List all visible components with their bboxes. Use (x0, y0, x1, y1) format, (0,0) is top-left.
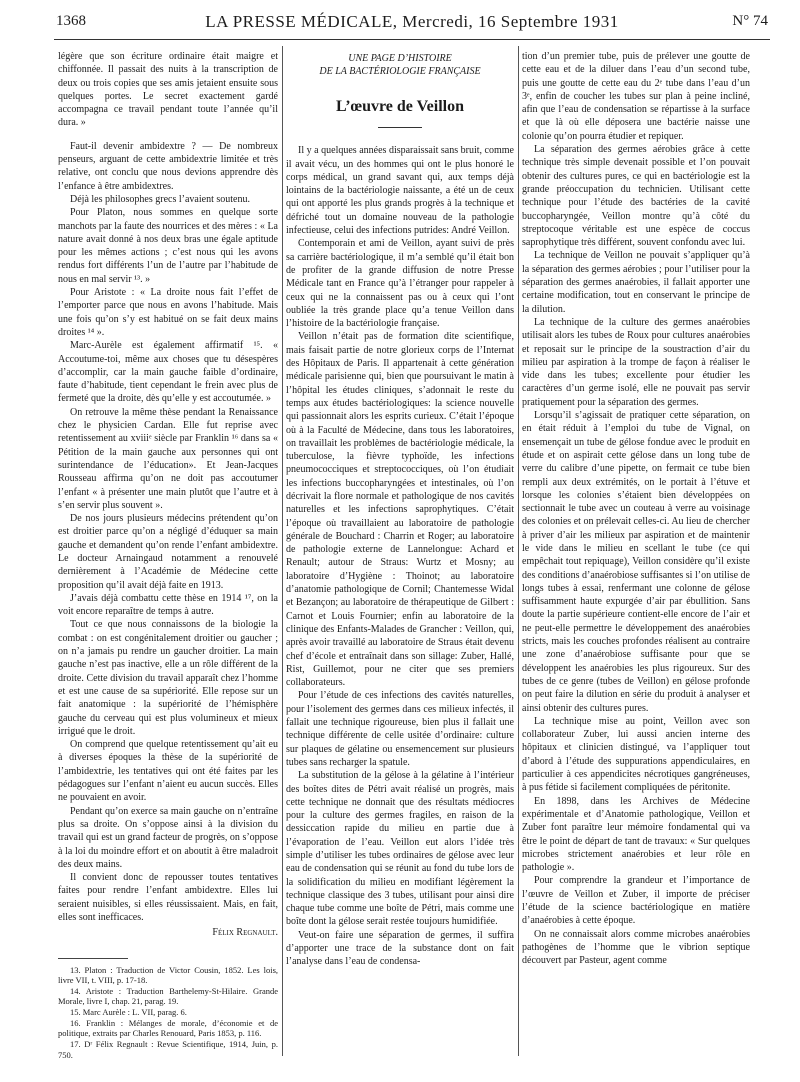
article-title: L’œuvre de Veillon (335, 98, 465, 115)
paragraph: La technique de Veillon ne pouvait s’appliquer qu’à la séparation des germes aérobies ; pour l’utiliser pour la séparation des germes anaérobies, il fallait apporter une certaine modification, tout en conservant le principe de la dilution. (522, 250, 750, 315)
footnote: 16. Franklin : Mélanges de morale, d’économie et de politique, extraits par Charles Renouard, Paris 1853, p. 116. (58, 1017, 278, 1039)
paragraph: Il y a quelques années disparaissait sans bruit, comme il avait vécu, un des hommes qui ont le plus honoré le corps médical, un grand savant qui, aux temps déjà lointains de la bactériologie naissante, a été un de ceux qui ont apporté les plus grands progrès à la technique et défriché tout un domaine nouveau de la pathologie infectieuse, celui des infections putrides: André Veillon. (286, 145, 514, 237)
issue-number: N° 74 (732, 13, 768, 29)
footnote: 14. Aristote : Traduction Barthelemy-St-Hilaire. Grande Morale, livre I, chap. 21, parag. 19. (58, 985, 278, 1007)
footnote: 15. Marc Aurèle : L. VII, parag. 6. (70, 1007, 187, 1018)
paragraph: On comprend que quelque retentissement qu’ait eu à diverses époques la thèse de la supériorité de l’ambidextrie, les tentatives qui ont été faites par les pédagogues sur l’enfant n’aient eu aucun succès. Elles ne pouvaient en avoir. (58, 739, 278, 804)
paragraph: Pendant qu’on exerce sa main gauche on n’entraîne plus sa droite. On s’oppose ainsi à la division du travail qui est un grand facteur de progrès, on s’oppose à la loi du moindre effort et on aboutit à être maladroit des deux mains. (58, 805, 278, 870)
column-left (58, 50, 278, 1065)
header-rule (54, 39, 770, 40)
paragraph: On ne connaissait alors comme microbes anaérobies pathogènes de l’homme que le vibrion septique découvert par Pasteur, agent comme (522, 928, 750, 967)
paragraph: Marc-Aurèle est également affirmatif ¹⁵. « Accoutume-toi, même aux choses que tu désespères d’accomplir, car la main gauche faible d’ordinaire, faute d’habitude, tient cependant le frein avec plus de fermeté que la droite, dès qu’elle y est accoutumée. » (58, 340, 278, 405)
paragraph: La séparation des germes aérobies grâce à cette technique très simple devenait possible et l’on pouvait obtenir des cultures pures, ce qui en bactériologie est la grande préoccupation du technicien. Utilisant cette technique pour l’étude des bactéries de la cavité buccopharyngée, Veillon montre qu’à côté du streptocoque véritable est une espèce de coccus saprophytique très différent, souvent confondu avec lui. (522, 144, 750, 249)
paragraph: Pour l’étude de ces infections des cavités naturelles, pour l’isolement des germes dans ces milieux infectés, il fallait une technique rigoureuse, bien plus il fallait une technique différente de celle usitée d’ordinaire: culture sur plaques de gélatine ou ensemencement sur plusieurs tubes sans recharger la spatule. (286, 690, 514, 768)
paragraph: La technique de la culture des germes anaérobies utilisait alors les tubes de Roux pour cultures anaérobies et reposait sur le principe de la soustraction d’air du milieu par aspiration à la trompe de façon à réaliser le vide dans les tubes; excellente pour étudier les caractères d’un germe isolé, elle ne pouvait pas servir pratiquement pour la séparation des germes. (522, 316, 750, 408)
paragraph: J’avais déjà combattu cette thèse en 1914 ¹⁷, on la voit encore reparaître de temps à autre. (58, 592, 278, 618)
paragraph: Veillon n’était pas de formation dite scientifique, mais faisait partie de notre glorieux corps de l’Internat des Hôpitaux de Paris. Il appartenait à cette génération médicale parisienne qui, bien que poursuivant le matin à l’hôpital les études cliniques, s’adonnait le reste du temps aux études bactériologiques: la science nouvelle qui passionnait alors les esprits curieux. C’était l’époque où à la Faculté de Médecine, dans tous les laboratoires, on travaillait les problèmes de bactériologie médicale, la tuberculose, la fièvre typhoïde, les infections pneumococciques et streptococciques, où l’on étudiait les infections buccopharyngées et intestinales, où l’on décrivait la flore normale et pathologique de nos cavités naturelles et les infections saprophytiques. C’était l’époque où travaillaient au laboratoire de pathologie générale de Bouchard : Charrin et Roger; au laboratoire de pathologie externe de Lannelongue: Achard et Renault; autour de Straus: Wurtz et Mosny; au laboratoire d’Hygiène : Thoinot; au laboratoire d’anatomie pathologique de Cornil; Chantemesse Widal et Bezançon; au laboratoire de thérapeutique de Gilbert : Carnot et Louis Fournier; enfin au laboratoire de la clinique des Enfants-Malades de Grancher : Veillon, qui, après avoir travaillé au laboratoire de Straus était devenu chef d’école et entraînait dans son sillage: Zuber, Hallé, Rist, Guillemot, pour ne citer que ses premiers collaborateurs. (286, 331, 514, 689)
page-number: 1368 (56, 13, 86, 29)
paragraph: légère que son écriture ordinaire était maigre et chiffonnée. Il passait des nuits à la transcription de deux ou trois copies que ses amis jetaient ensuite sous quelques portes. Le secret exactement gardé accompagna ce travail pendant toute l’année qu’il dura. » (58, 51, 278, 129)
paragraph: Pour Aristote : « La droite nous fait l’effet de l’emporter parce que nous en avons l’habitude. Mais une fois qu’on s’y est habitué on se fait deux mains droites ¹⁴ ». (58, 287, 278, 338)
paragraph: Contemporain et ami de Veillon, ayant suivi de près sa carrière bactériologique, il m’a semblé qu’il était bon de profiter de la grande diffusion de notre Presse Médicale tant en France qu’à l’étranger pour rappeler à ceux qui ne la connaissent pas ou à ceux qui l’ont oubliée la très grande place qu’a tenue Veillon dans l’histoire de la bactériologie française. (286, 238, 514, 330)
paragraph: Il convient donc de repousser toutes tentatives faites pour rendre l’enfant ambidextre. Elles lui seraient nuisibles, si elles réussissaient. Mais, en fait, elles sont inefficaces. (58, 872, 278, 923)
paragraph: Faut-il devenir ambidextre ? — De nombreux penseurs, arguant de cette ambidextrie limitée et très relative, ont conclu que nous devions apprendre dès l’enfance à être ambidextres. (58, 140, 278, 192)
paragraph: En 1898, dans les Archives de Médecine expérimentale et d’Anatomie pathologique, Veillon et Zuber font paraître leur mémoire fondamental qui va être le point de départ de tant de travaux: « Sur quelques microbes strictement anaérobies et leur rôle en pathologie ». (522, 795, 750, 874)
running-header (54, 10, 770, 36)
paragraph: Lorsqu’il s’agissait de pratiquer cette séparation, on en était réduit à l’emploi du tube de Vignal, on ensemençait un tube de gélose fondue avec le produit en étude et on aspirait cette gélose dans un long tube de verre du calibre d’une pipette, on fermait ce tube bien rempli aux deux extrémités, on le portait à l’étuve et lorsque les colonies s’étaient bien développées on sectionnait le tube avec un couteau à verre au voisinage des colonies et on prélevait celles-ci. Au lieu de chercher à priver d’air les milieux par aspiration et de maintenir le vide dans le milieu en scellant le tube (ce qui empêchait tout repiquage), Veillon considère qu’il existe des conditions d’anaérobiose suffisantes si l’on utilise de longs tubes à essai, renfermant une colonne de gélose suffisamment haute expurgée d’air par ébullition. Sans doute la partie supérieure contient-elle encore de l’air et ne peut-elle permettre le développement des anaérobies stricts, mais les couches profondes réalisent au contraire une zone d’anaérobiose suffisante pour que se développent les anaérobies les plus rigoureux. Sur des tubes de ce genre (tubes de Veillon) en gélose profonde on peut faire la dilution en série du produit à analyser et ainsi obtenir des cultures pures. (522, 410, 750, 714)
paragraph: On retrouve la même thèse pendant la Renaissance chez le physicien Cardan. Elle fut reprise avec retentissement au xviiiᵉ siècle par Franklin ¹⁶ dans sa « Pétition de la main gauche aux personnes qui ont surintendance de l’éducation». Et Jean-Jacques Rousseau affirma qu’on ne doit pas accoutumer l’enfant « à présenter une main plutôt que l’autre et à s’en servir plus souvent ». (58, 406, 278, 511)
paragraph: Tout ce que nous connaissons de la biologie la combat : on est congénitalement droitier ou gaucher ; on n’a jamais pu rendre un gaucher droitier. La main gauche n’est pas inactive, elle a un rôle différent de la droite. Cette division du travail apparaît chez l’homme et est une cause de sa supériorité. Elle repose sur un fait anatomique : la supériorité de l’hémisphère gauche du cerveau qui est plus volumineux et mieux irrigué que le droit. (58, 619, 278, 737)
paragraph: Veut-on faire une séparation de germes, il suffira d’apporter une trace de la substance dont on fait l’analyse dans l’eau de condensa- (286, 929, 514, 968)
paragraph: Déjà les philosophes grecs l’avaient soutenu. (70, 193, 250, 205)
column-middle (286, 50, 514, 1065)
article-kicker (286, 52, 514, 78)
author-signature: Félix Regnault. (212, 927, 278, 939)
kicker-line: DE LA BACTÉRIOLOGIE FRANÇAISE (319, 66, 481, 77)
footnote-rule (58, 958, 128, 959)
column-divider (282, 46, 283, 1056)
footnote: 13. Platon : Traduction de Victor Cousin, 1852. Les lois, livre VII, t. VIII, p. 17-18. (58, 964, 278, 986)
paragraph: La technique mise au point, Veillon avec son collaborateur Zuber, lui aussi ancien interne des hôpitaux et clinicien distingué, va l’appliquer tout d’abord à l’étude des suppurations appendiculaires, en particulier à ces appendicites nécrotiques gangréneuses, à pus fétide si facilement compliquées de péritonite. (522, 715, 750, 794)
footnote: 17. Dʳ Félix Regnault : Revue Scientifique, 1914, Juin, p. 750. (58, 1038, 278, 1060)
column-divider (518, 46, 519, 1056)
title-rule (378, 127, 422, 128)
paragraph: Pour Platon, nous sommes en quelque sorte manchots par la faute des nourrices et des mères : « La nature avait donné à nos deux bras une égale aptitude pour les mêmes actions ; c’est nous qui les avons rendus fort différents l’un de l’autre par l’habitude de nous en mal servir ¹³. » (58, 207, 278, 285)
paragraph: Pour comprendre la grandeur et l’importance de l’œuvre de Veillon et Zuber, il importe de préciser l’étude de la science bactériologique en matière d’anaérobies à cette époque. (522, 875, 750, 927)
journal-title: LA PRESSE MÉDICALE, Mercredi, 16 Septembre 1931 (205, 12, 619, 31)
kicker-line: UNE PAGE D’HISTOIRE (348, 53, 452, 64)
paragraph: tion d’un premier tube, puis de prélever une goutte de cette eau et de la diluer dans l’eau d’un second tube, puis une goutte de cette eau du 2ᵉ tube dans l’eau d’un 3ᵉ, enfin de coucher les tubes sur plan à peine incliné, afin que l’eau de condensation se répartisse à la surface et que là où elle déposera une bactérie naisse une colonie qu’on pourra étudier et repiquer. (522, 51, 750, 142)
paragraph: De nos jours plusieurs médecins prétendent qu’on est droitier parce qu’on a négligé d’éduquer sa main gauche et demandent qu’on rende l’enfant ambidextre. Le docteur Arnaingaud notamment a renouvelé dernièrement à l’Académie de Médecine cette proposition qu’il avait déjà faite en 1913. (58, 513, 278, 591)
column-right (522, 50, 750, 1065)
paragraph: La substitution de la gélose à la gélatine à l’intérieur des boîtes dites de Pétri avait réalisé un progrès, mais cette technique ne donnait que des résultats médiocres pour la culture des germes fragiles, en raison de la dessiccation rapide du milieu en partie due à l’évaporation de l’eau. Veillon eut alors l’idée très simple d’utiliser les tubes ordinaires de gélose avec leur eau de condensation qui se réunit au fond du tube lors de la solidification du milieu en modifiant légèrement la technique classique des 3 tubes, utilisant pour ainsi dire chaque tube comme une boîte de Pétri, mais comme une boîte dont la gélose serait restée toujours humidifiée. (286, 770, 514, 928)
